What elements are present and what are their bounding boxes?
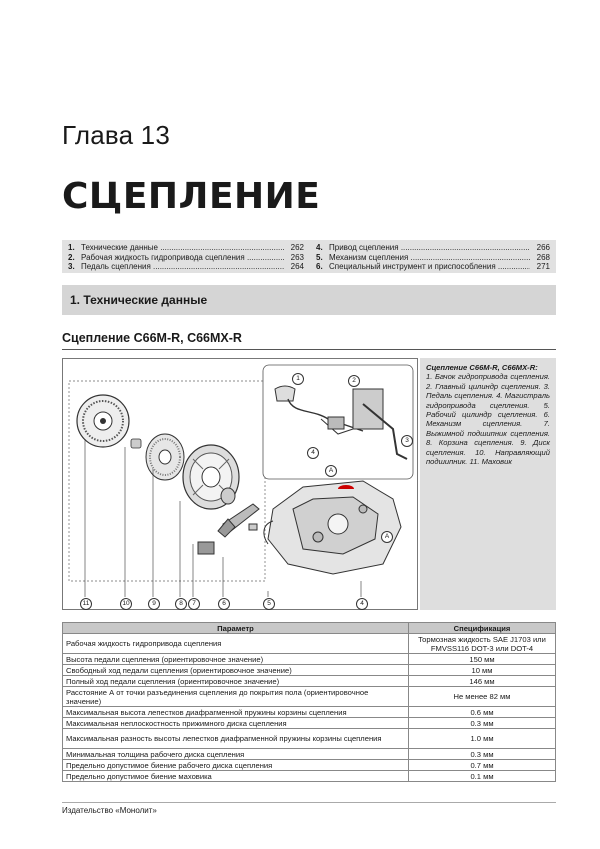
callout-2: 2 <box>348 369 360 387</box>
toc-entry[interactable] <box>316 243 550 253</box>
chapter-title: СЦЕПЛЕНИЕ <box>62 176 321 217</box>
pilot-bearing-drawing <box>131 439 141 448</box>
toc-entry[interactable] <box>68 262 304 272</box>
subsection-title: Сцепление C66M-R, C66MX-R <box>62 331 242 345</box>
spec-cell: 150 мм <box>409 654 556 665</box>
param-cell: Предельно допустимое биение рабочего диска сцепления <box>63 760 409 771</box>
callout-4-top: 4 <box>307 441 319 459</box>
table-row <box>63 718 556 729</box>
toc-left-column <box>68 243 304 272</box>
clutch-disc-drawing <box>146 434 184 480</box>
param-cell: Рабочая жидкость гидропривода сцепления <box>63 634 409 654</box>
clutch-diagram <box>62 358 418 610</box>
param-cell: Полный ход педали сцепления (ориентировочное значение) <box>63 676 409 687</box>
subsection-divider <box>62 349 556 350</box>
footer-divider <box>62 802 556 803</box>
spec-cell: 1.0 мм <box>409 729 556 749</box>
toc-page: 264 <box>284 262 304 272</box>
section-title: 1. Технические данные <box>70 293 208 307</box>
diagram-caption <box>420 358 556 610</box>
table-row <box>63 665 556 676</box>
table-row <box>63 771 556 782</box>
toc-label: Рабочая жидкость гидропривода сцепления ..... <box>81 253 284 263</box>
toc-page: 263 <box>284 253 304 263</box>
spec-cell: 0.6 мм <box>409 707 556 718</box>
param-cell: Максимальная высота лепестков диафрагменной пружины корзины сцепления <box>63 707 409 718</box>
column-header-parameter: Параметр <box>63 623 409 634</box>
toc-page: 266 <box>530 243 550 253</box>
toc-number: 3. <box>68 262 75 271</box>
spec-table <box>62 622 556 782</box>
spec-cell: 146 мм <box>409 676 556 687</box>
column-header-specification: Спецификация <box>409 623 556 634</box>
toc-label: Педаль сцепления ..... <box>81 262 284 272</box>
table-row <box>63 707 556 718</box>
toc-label: Технические данные ..... <box>81 243 284 253</box>
toc-number: 4. <box>316 243 323 252</box>
spec-cell: 0.1 мм <box>409 771 556 782</box>
param-cell: Расстояние А от точки разъединения сцепления до покрытия пола (ориентировочное значение) <box>63 687 409 707</box>
spec-cell: 0.7 мм <box>409 760 556 771</box>
release-fork-drawing <box>218 504 259 537</box>
toc-entry[interactable] <box>316 253 550 263</box>
publisher-footer: Издательство «Монолит» <box>62 806 157 815</box>
release-bearing-drawing <box>221 488 235 504</box>
callout-3: 3 <box>401 429 413 447</box>
spec-cell: 0.3 мм <box>409 749 556 760</box>
callout-11: 11 <box>80 592 92 610</box>
callout-4-bottom: 4 <box>356 592 368 610</box>
param-cell: Предельно допустимое биение маховика <box>63 771 409 782</box>
table-row <box>63 729 556 749</box>
callout-9: 9 <box>148 592 160 610</box>
toc-number: 2. <box>68 252 75 262</box>
toc-number: 6. <box>316 262 323 271</box>
toc-label: Привод сцепления ..... <box>329 243 530 253</box>
callout-A-top: A <box>325 459 337 477</box>
toc-label: Специальный инструмент и приспособления ..... <box>329 262 530 272</box>
caption-text: 1. Бачок гидропривода сцепления. 2. Главный цилиндр сцепления. 3. Педаль сцепления. 4. Магистраль гидропривода сцепления. 5. Рабочий цилиндр сцепления. 6. Механизм сцепления. 7. Выжимной подшипник сцепления. 8. Корзина сцепления. 9. Диск сцепления. 10. Направляющий подшипник. 11. Маховик <box>426 372 550 467</box>
callout-5: 5 <box>263 592 275 610</box>
table-of-contents <box>62 240 556 273</box>
toc-page: 262 <box>284 243 304 253</box>
table-header-row <box>63 623 556 634</box>
callout-10: 10 <box>120 592 132 610</box>
param-cell: Свободный ход педали сцепления (ориентировочное значение) <box>63 665 409 676</box>
toc-number: 5. <box>316 252 323 262</box>
spec-cell: 0.3 мм <box>409 718 556 729</box>
spec-cell: 10 мм <box>409 665 556 676</box>
table-row <box>63 760 556 771</box>
toc-entry[interactable] <box>68 253 304 263</box>
toc-number: 1. <box>68 243 75 252</box>
spec-cell: Не менее 82 мм <box>409 687 556 707</box>
spec-cell: Тормозная жидкость SAE J1703 или FMVSS116 DOT-3 или DOT-4 <box>409 634 556 654</box>
toc-page: 271 <box>530 262 550 272</box>
toc-right-column <box>316 243 550 272</box>
param-cell: Высота педали сцепления (ориентировочное значение) <box>63 654 409 665</box>
chapter-number: Глава 13 <box>62 120 170 150</box>
clutch-illustration <box>63 359 417 609</box>
param-cell: Минимальная толщина рабочего диска сцепления <box>63 749 409 760</box>
toc-entry[interactable] <box>68 243 304 253</box>
callout-8: 8 <box>175 592 187 610</box>
callout-1: 1 <box>292 367 304 385</box>
table-row <box>63 634 556 654</box>
param-cell: Максимальная неплоскостность прижимного диска сцепления <box>63 718 409 729</box>
toc-label: Механизм сцепления ..... <box>329 253 530 263</box>
table-row <box>63 654 556 665</box>
callout-7: 7 <box>188 592 200 610</box>
table-row <box>63 676 556 687</box>
caption-title: Сцепление C66M-R, C66MX-R: <box>426 363 538 372</box>
table-row <box>63 749 556 760</box>
toc-page: 268 <box>530 253 550 263</box>
table-row <box>63 687 556 707</box>
callout-6: 6 <box>218 592 230 610</box>
toc-entry[interactable] <box>316 262 550 272</box>
param-cell: Максимальная разность высоты лепестков диафрагменной пружины корзины сцепления <box>63 729 409 749</box>
callout-A-gearbox: A <box>381 525 393 543</box>
